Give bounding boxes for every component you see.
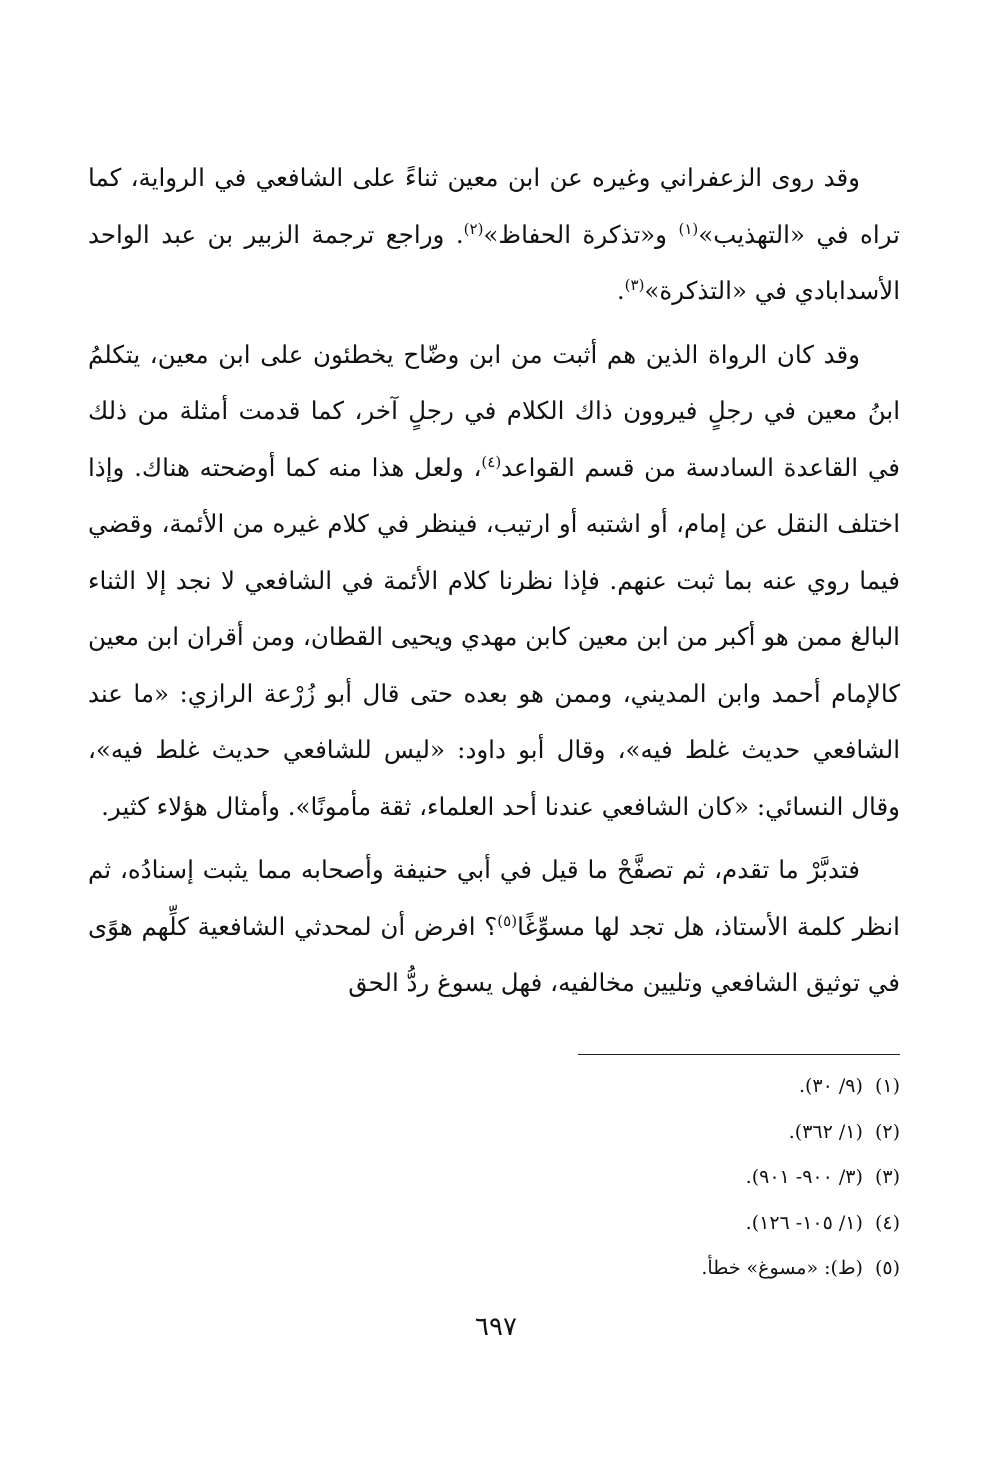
footnote-4 (300, 1201, 900, 1247)
paragraph-2-text: ، ولعل هذا منه كما أوضحته هناك. وإذا اختلف النقل عن إمام، أو اشتبه أو ارتيب، فينظر في كلام غيره من الأئمة، وقضي فيما روي عنه بما ثبت عنهم. فإذا نظرنا كلام الأئمة في الشافعي لا نجد إلا الثناء البالغ ممن هو أكبر من ابن معين كابن مهدي ويحيى القطان، ومن أقران ابن معين كالإمام أحمد وابن المديني، وممن هو بعده حتى قال أبو زُرْعة الرازي: «ما عند الشافعي حديث غلط فيه»، وقال أبو داود: «ليس للشافعي حديث غلط فيه»، وقال النسائي: «كان الشافعي عندنا أحد العلماء، ثقة مأمونًا». وأمثال هؤلاء كثير. (88, 452, 900, 821)
footnote-number: (١) (874, 1075, 900, 1097)
paragraph-1-text: . (616, 276, 625, 305)
footnote-text: (٣/ ٩٠٠- ٩٠١). (745, 1166, 863, 1188)
footnote-text: (١/ ٣٦٢). (788, 1120, 863, 1143)
main-text (88, 150, 900, 1012)
footnote-number: (٤) (874, 1211, 900, 1234)
footnote-ref-5: (٥) (497, 911, 518, 930)
footnote-3 (300, 1155, 900, 1201)
paragraph-1 (88, 150, 900, 320)
footnote-ref-4: (٤) (481, 452, 502, 471)
footnote-number: (٢) (874, 1120, 900, 1143)
paragraph-spacer (88, 835, 900, 842)
footnote-2 (300, 1110, 900, 1156)
footnote-5 (300, 1246, 900, 1292)
paragraph-3-text: فتدبَّرْ ما تقدم، ثم تصفَّحْ ما قيل في أبي حنيفة وأصحابه مما يثبت إسنادُه، ثم انظر كلمة الأستاذ، هل تجد لها مسوِّغًا (88, 855, 900, 941)
paragraph-1-text: وقد روى الزعفراني وغيره عن ابن معين ثناءً على الشافعي في الرواية، كما تراه في «التهذيب» (88, 163, 900, 249)
footnote-text: (٩/ ٣٠). (798, 1075, 863, 1097)
footnotes (300, 1064, 900, 1292)
footnote-1 (300, 1064, 900, 1110)
footnote-ref-2: (٢) (463, 219, 484, 238)
paragraph-spacer (88, 320, 900, 327)
paragraph-1-text: و«تذكرة الحفاظ» (483, 219, 679, 249)
footnote-ref-1: (١) (678, 219, 699, 238)
footnote-ref-3: (٣) (624, 276, 645, 294)
page-number: ٦٩٧ (475, 1312, 517, 1342)
footnote-text: (١/ ١٠٥- ١٢٦). (745, 1211, 863, 1234)
footnote-text: (ط): «مسوغ» خطأ. (701, 1257, 863, 1279)
paragraph-2-text: وقد كان الرواة الذين هم أثبت من ابن وضّاح يخطئون على ابن معين، يتكلمُ ابنُ معين في رجلٍ فيروون ذاك الكلام في رجلٍ آخر، كما قدمت أمثلة من ذلك في القاعدة السادسة من قسم القواعد (88, 339, 901, 482)
footnote-separator (578, 1054, 900, 1055)
paragraph-2 (88, 327, 900, 836)
paragraph-3-text: ؟ افرض أن لمحدثي الشافعية كلِّهم هوًى في توثيق الشافعي وتليين مخالفيه، فهل يسوغ ردُّ الحق (88, 911, 900, 997)
footnote-number: (٥) (874, 1257, 900, 1279)
footnote-number: (٣) (874, 1166, 900, 1188)
paragraph-1-text: . وراجع ترجمة الزبير بن عبد الواحد الأسدابادي في «التذكرة» (88, 219, 900, 305)
paragraph-3 (88, 842, 900, 1012)
